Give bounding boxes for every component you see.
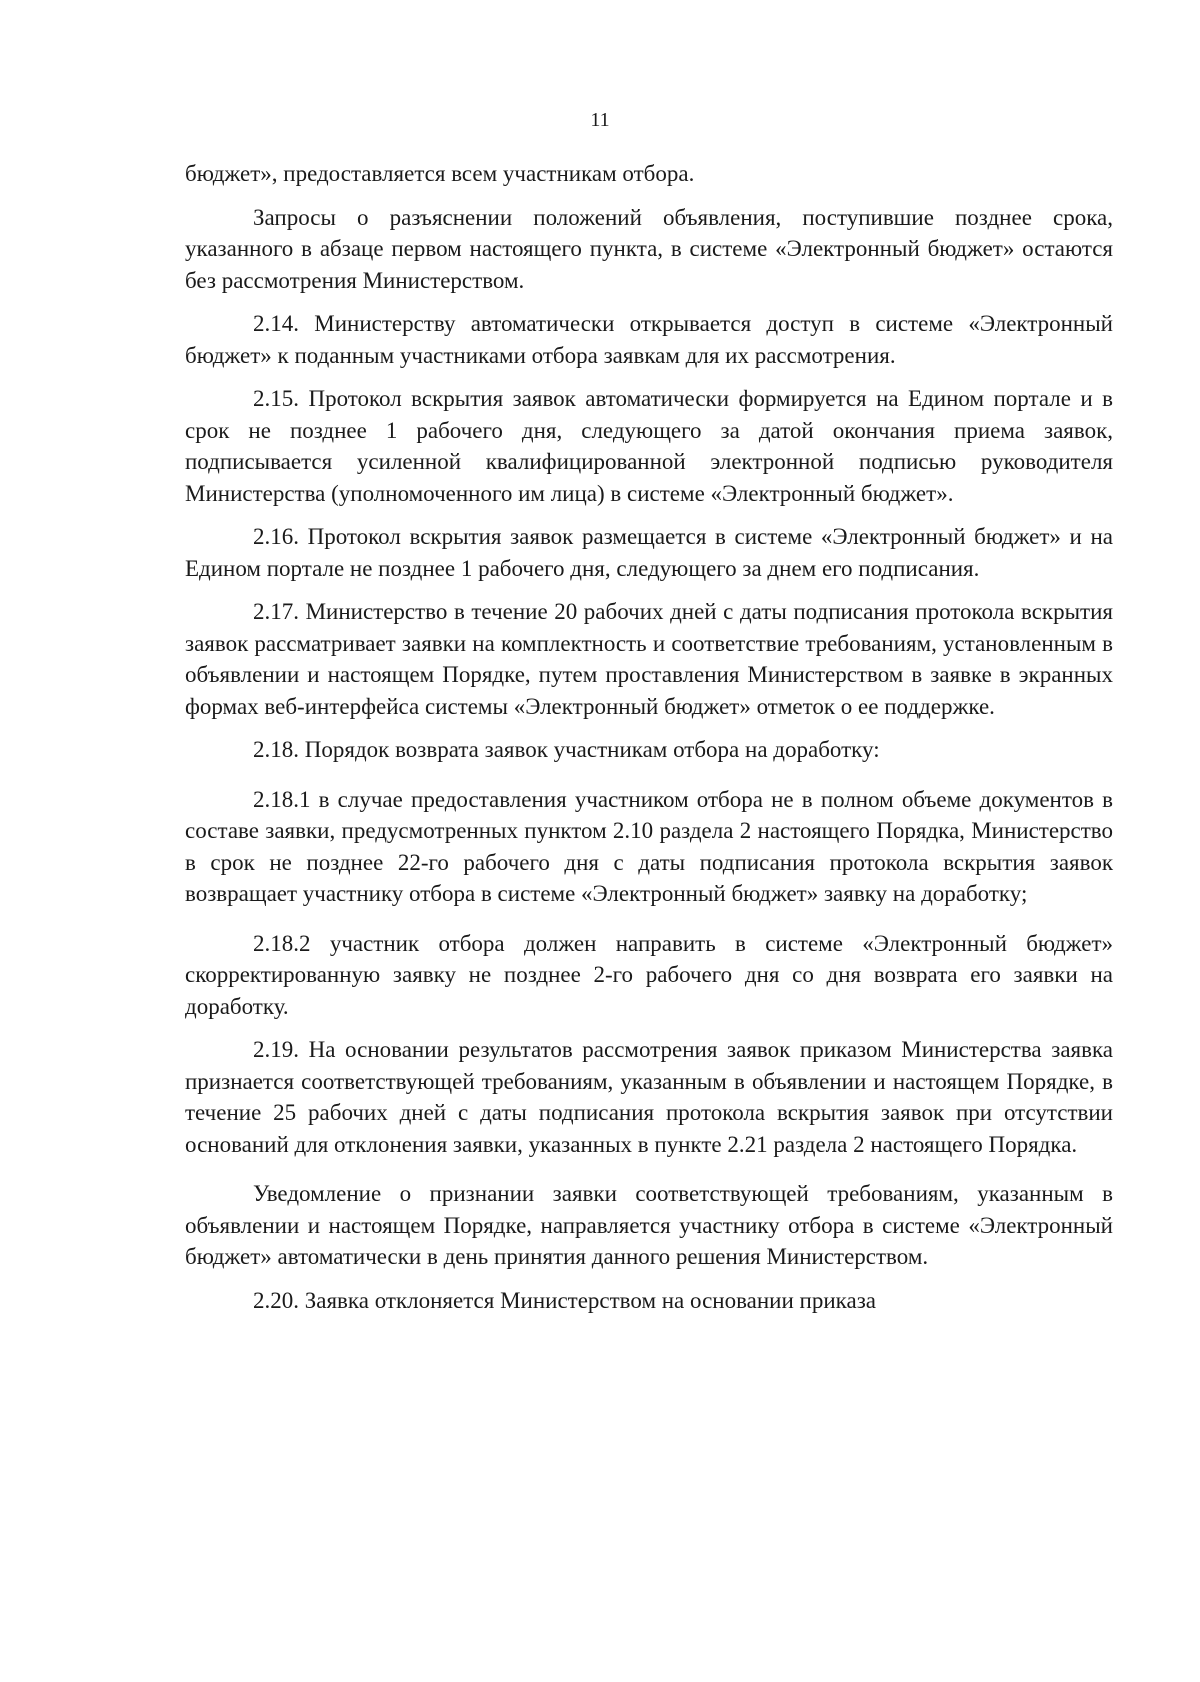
paragraph-2-18: 2.18. Порядок возврата заявок участникам отбора на доработку: — [253, 737, 880, 762]
paragraph-2-19: 2.19. На основании результатов рассмотрения заявок приказом Министерства заявка признается соответствующей требованиям, указанным в объявлении и настоящем Порядке, в течение 25 рабочих дней с даты подписания протокола вскрытия заявок при отсутствии оснований для отклонения заявки, указанных в пункте 2.21 раздела 2 настоящего Порядка. — [185, 1037, 1113, 1157]
paragraph-2-17: 2.17. Министерство в течение 20 рабочих дней с даты подписания протокола вскрытия заявок рассматривает заявки на комплектность и соответствие требованиям, установленным в объявлении и настоящем Порядке, путем проставления Министерством в заявке в экранных формах веб-интерфейса системы «Электронный бюджет» отметок о ее поддержке. — [185, 599, 1113, 719]
paragraph-2-20: 2.20. Заявка отклоняется Министерством на основании приказа — [253, 1287, 876, 1313]
paragraph-continuation: бюджет», предоставляется всем участникам отбора. — [185, 161, 695, 186]
page-number: 11 — [590, 109, 610, 131]
paragraph-2-15: 2.15. Протокол вскрытия заявок автоматически формируется на Едином портале и в срок не позднее 1 рабочего дня, следующего за датой окончания приема заявок, подписывается усиленной квалифицированной электронной подписью руководителя Министерства (уполномоченного им лица) в системе «Электронный бюджет». — [185, 386, 1113, 506]
paragraph-2-14: 2.14. Министерству автоматически открывается доступ в системе «Электронный бюджет» к поданным участниками отбора заявкам для их рассмотрения. — [185, 311, 1113, 368]
paragraph-2-18-1: 2.18.1 в случае предоставления участником отбора не в полном объеме документов в составе заявки, предусмотренных пунктом 2.10 раздела 2 настоящего Порядка, Министерство в срок не позднее 22-го рабочего дня с даты подписания протокола вскрытия заявок возвращает участнику отбора в системе «Электронный бюджет» заявку на доработку; — [185, 786, 1113, 906]
paragraph-2-18-2: 2.18.2 участник отбора должен направить в системе «Электронный бюджет» скорректированную заявку не позднее 2-го рабочего дня со дня возврата его заявки на доработку. — [185, 930, 1113, 1019]
document-body — [185, 158, 1113, 1316]
paragraph-clarification-requests: Запросы о разъяснении положений объявления, поступившие позднее срока, указанного в абзаце первом настоящего пункта, в системе «Электронный бюджет» остаются без рассмотрения Министерством. — [185, 204, 1113, 293]
paragraph-2-16: 2.16. Протокол вскрытия заявок размещается в системе «Электронный бюджет» и на Едином портале не позднее 1 рабочего дня, следующего за днем его подписания. — [185, 524, 1113, 581]
paragraph-notification: Уведомление о признании заявки соответствующей требованиям, указанным в объявлении и настоящем Порядке, направляется участнику отбора в системе «Электронный бюджет» автоматически в день принятия данного решения Министерством. — [185, 1181, 1113, 1269]
